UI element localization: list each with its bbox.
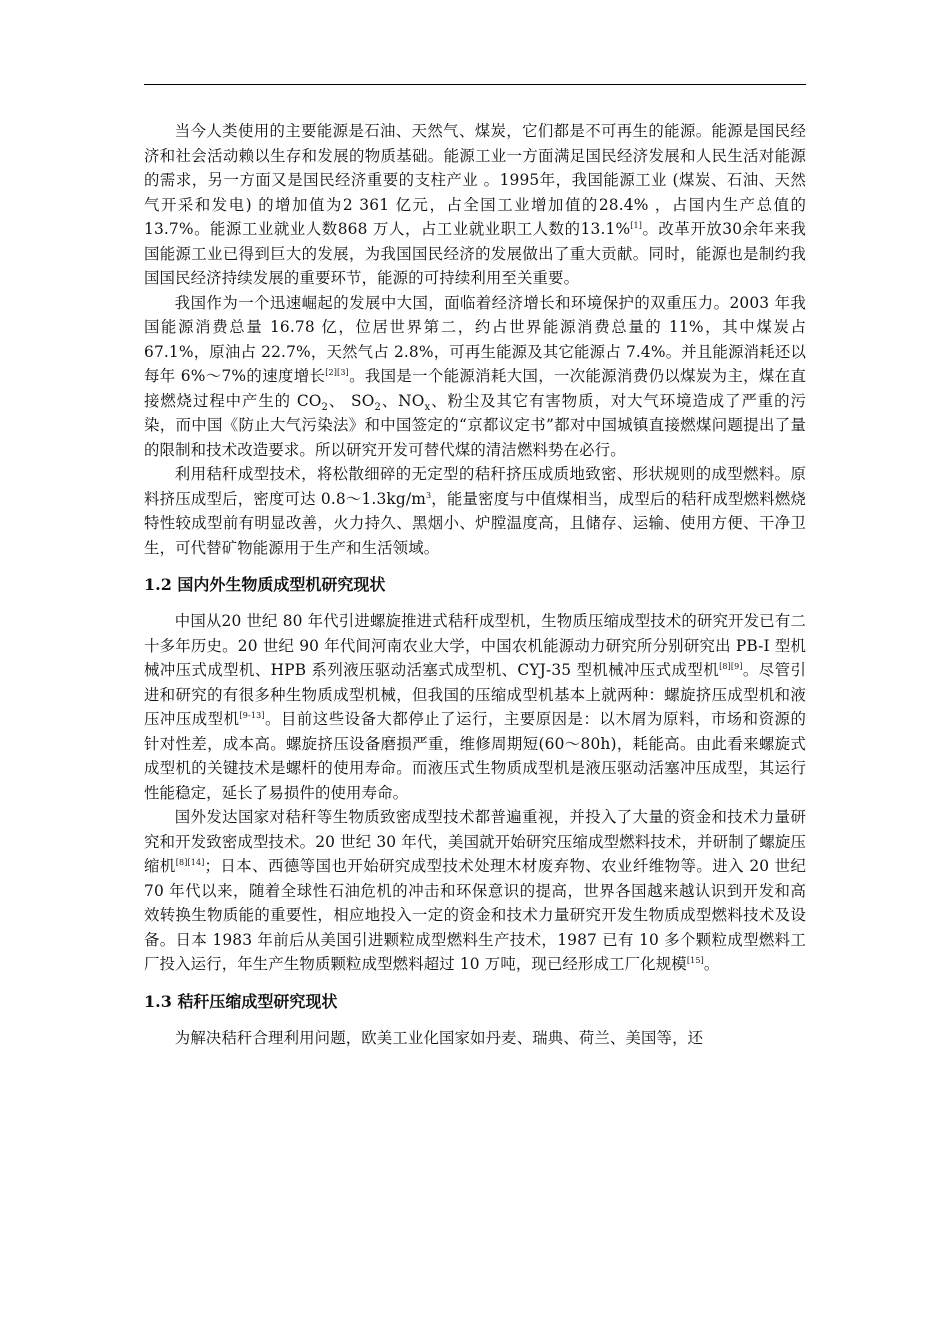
text-run: ，能量密度与中值煤相当，成型后的秸秆成型燃料燃烧特性较成型前有明显改善，火力持久、黑烟小、炉膛温度高，且储存、运输、使用方便、干净卫生，可代替矿物能源用于生产和生活领域。 <box>144 489 806 557</box>
citation-superscript: [1] <box>630 220 643 230</box>
citation-superscript: 3 <box>425 490 432 500</box>
citation-superscript: [8][14] <box>175 857 205 867</box>
text-run: 中国从20 世纪 80 年代引进螺旋推进式秸秆成型机，生物质压缩成型技术的研究开发已有二十多年历史。20 世纪 90 年代间河南农业大学，中国农机能源动力研究所分别研究出 PB-I 型机械冲压式成型机、HPB 系列液压驱动活塞式成型机、CYJ-35 型机械冲压式成型机 <box>144 612 806 679</box>
text-run: 国外发达国家对秸秆等生物质致密成型技术都普遍重视，并投入了大量的资金和技术力量研究和开发致密成型技术。20 世纪 30 年代，美国就开始研究压缩成型燃料技术，并研制了螺旋压缩机 <box>144 808 806 875</box>
paragraph-straw-compression-status <box>144 1026 806 1051</box>
text-run: 、 SO <box>328 391 375 410</box>
text-run: 、粉尘及其它有害物质，对大气环境造成了严重的污染，而中国《防止大气污染法》和中国签定的“京都议定书”都对中国城镇直接燃煤问题提出了量的限制和技术改造要求。所以研究开发可替代煤的清洁燃料势在必行。 <box>144 391 807 459</box>
chemical-subscript: x <box>424 401 431 413</box>
text-run: 、NO <box>381 391 425 410</box>
paragraph-china-energy <box>144 291 806 463</box>
text-run: 。 <box>703 955 720 973</box>
chemical-subscript: 2 <box>374 401 382 413</box>
paragraph-domestic-research <box>144 609 806 805</box>
document-body <box>144 119 806 1050</box>
paragraph-straw-briquetting <box>144 462 806 560</box>
citation-superscript: [15] <box>686 955 704 965</box>
citation-superscript: [8][9] <box>719 661 743 671</box>
citation-superscript: [2][3] <box>325 367 349 377</box>
citation-superscript: [9-13] <box>239 710 265 720</box>
paragraph-foreign-research <box>144 805 806 977</box>
text-run: 。我国是一个能源消耗大国，一次能源消费仍以煤炭为主，煤在直接燃烧过程中产生的 CO <box>144 367 806 410</box>
chemical-subscript: 2 <box>321 401 329 413</box>
text-run: 我国作为一个迅速崛起的发展中大国，面临着经济增长和环境保护的双重压力。2003 年我国能源消费总量 16.78 亿，位居世界第二，约占世界能源消费总量的 11%，其中煤炭占 67.1%，原油占 22.7%，天然气占 2.8%，可再生能源及其它能源占 7.4%。并且能源消耗还以每年 6%～7%的速度增长 <box>144 293 806 385</box>
header-rule <box>144 84 806 85</box>
text-run: 。尽管引进和研究的有很多种生物质成型机械，但我国的压缩成型机基本上就两种：螺旋挤压成型机和液压冲压成型机 <box>144 661 806 728</box>
text-run: ；日本、西德等国也开始研究成型技术处理木材废弃物、农业纤维物等。进入 20 世纪 70 年代以来，随着全球性石油危机的冲击和环保意识的提高，世界各国越来越认识到开发和高效转换生物质能的重要性，相应地投入一定的资金和技术力量研究开发生物质成型燃料技术及设备。日本 1983 年前后从美国引进颗粒成型燃料生产技术，1987 已有 10 多个颗粒成型燃料工厂投入运行，年生产生物质颗粒成型燃料超过 10 万吨，现已经形成工厂化规模 <box>144 857 806 973</box>
text-run: 利用秸秆成型技术，将松散细碎的无定型的秸秆挤压成质地致密、形状规则的成型燃料。原料挤压成型后，密度可达 0.8～1.3kg/m <box>144 465 806 508</box>
section-heading-1-3: 1.3 秸秆压缩成型研究现状 <box>144 991 338 1011</box>
text-run: 。目前这些设备大都停止了运行，主要原因是：以木屑为原料，市场和资源的针对性差，成本高。螺旋挤压设备磨损严重，维修周期短(60～80h)，耗能高。由此看来螺旋式成型机的关键技术是螺杆的使用寿命。而液压式生物质成型机是液压驱动活塞冲压成型，其运行性能稳定，延长了易损件的使用寿命。 <box>144 710 806 802</box>
section-heading-1-2: 1.2 国内外生物质成型机研究现状 <box>144 575 386 594</box>
text-run: 为解决秸秆合理利用问题，欧美工业化国家如丹麦、瑞典、荷兰、美国等，还 <box>174 1028 704 1047</box>
text-run: 当今人类使用的主要能源是石油、天然气、煤炭，它们都是不可再生的能源。能源是国民经济和社会活动赖以生存和发展的物质基础。能源工业一方面满足国民经济发展和人民生活对能源的需求，另一方面又是国民经济重要的支柱产业 。1995年，我国能源工业 (煤炭、石油、天然气开采和发电) 的增加值为2 361 亿元，占全国工业增加值的28.4% ，占国内生产总值的13.7%。能源工业就业人数868 万人，占工业就业职工人数的13.1% <box>144 122 806 238</box>
text-run: 。改革开放30余年来我国能源工业已得到巨大的发展，为我国国民经济的发展做出了重大贡献。同时，能源也是制约我国国民经济持续发展的重要环节，能源的可持续利用至关重要。 <box>144 220 807 287</box>
paragraph-energy-intro <box>144 119 806 291</box>
